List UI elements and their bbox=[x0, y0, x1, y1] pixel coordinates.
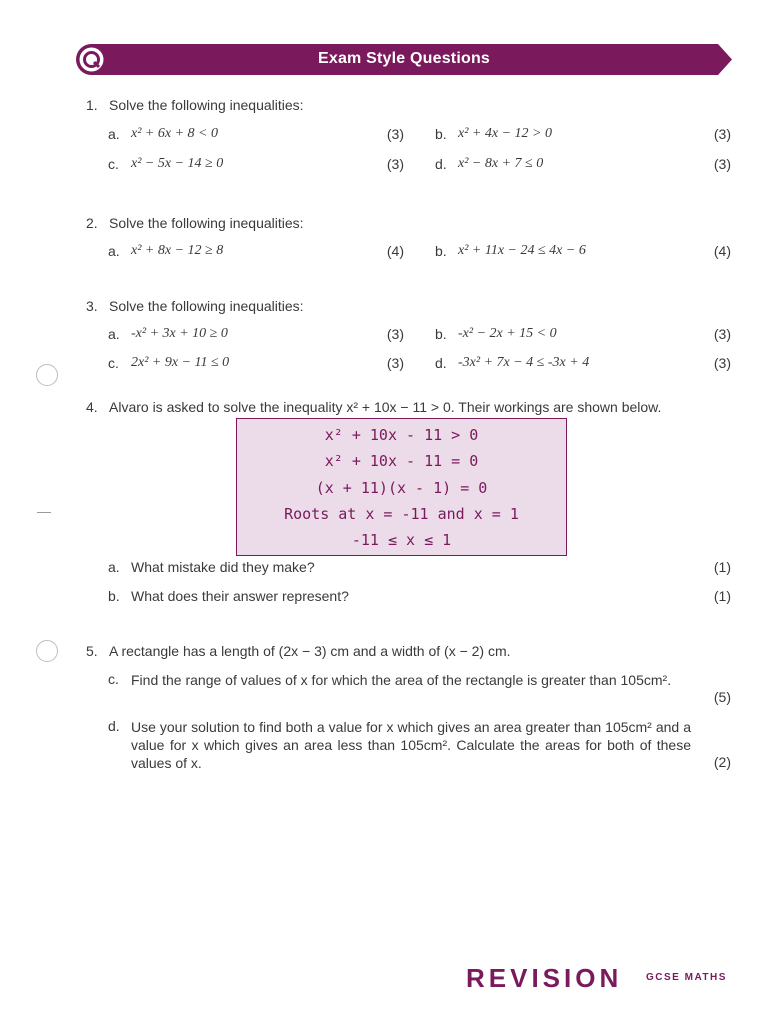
part-marks: (3) bbox=[713, 126, 731, 142]
part-marks: (3) bbox=[386, 126, 404, 142]
question-stem: Solve the following inequalities: bbox=[109, 97, 304, 113]
part-label: c. bbox=[108, 355, 119, 371]
logo-subtitle: GCSE MATHS bbox=[646, 972, 727, 983]
revision-logo: REVISION bbox=[466, 963, 623, 993]
punch-hole bbox=[36, 364, 58, 386]
part-marks: (1) bbox=[713, 559, 731, 575]
working-line: x² + 10x - 11 > 0 bbox=[324, 426, 479, 444]
part-label: b. bbox=[108, 588, 120, 604]
part-label: a. bbox=[108, 126, 120, 142]
working-line: x² + 10x - 11 = 0 bbox=[324, 452, 479, 470]
margin-mark bbox=[37, 512, 51, 513]
question-number: 1. bbox=[86, 97, 98, 113]
part-expression: 2x² + 9x − 11 ≤ 0 bbox=[131, 355, 230, 370]
question-stem: Solve the following inequalities: bbox=[109, 298, 304, 314]
part-marks: (3) bbox=[386, 156, 404, 172]
part-marks: (5) bbox=[713, 689, 731, 705]
part-marks: (3) bbox=[713, 326, 731, 342]
working-line: Roots at x = -11 and x = 1 bbox=[284, 505, 519, 523]
part-label: c. bbox=[108, 671, 119, 687]
part-marks: (3) bbox=[386, 326, 404, 342]
part-expression: -x² + 3x + 10 ≥ 0 bbox=[131, 326, 228, 341]
part-marks: (4) bbox=[386, 243, 404, 259]
question-number: 4. bbox=[86, 399, 98, 415]
part-label: b. bbox=[435, 326, 447, 342]
punch-hole bbox=[36, 640, 58, 662]
part-expression: x² + 11x − 24 ≤ 4x − 6 bbox=[458, 243, 586, 258]
part-marks: (2) bbox=[713, 754, 731, 770]
part-marks: (3) bbox=[713, 355, 731, 371]
part-label: d. bbox=[435, 156, 447, 172]
part-marks: (4) bbox=[713, 243, 731, 259]
header-banner bbox=[76, 44, 732, 75]
part-label: d. bbox=[108, 718, 120, 734]
part-label: a. bbox=[108, 326, 120, 342]
question-stem: A rectangle has a length of (2x − 3) cm and a width of (x − 2) cm. bbox=[109, 643, 511, 659]
part-text: What mistake did they make? bbox=[131, 559, 315, 575]
part-marks: (3) bbox=[713, 156, 731, 172]
question-number: 3. bbox=[86, 298, 98, 314]
part-marks: (3) bbox=[386, 355, 404, 371]
part-label: a. bbox=[108, 243, 120, 259]
workings-box bbox=[236, 418, 567, 556]
part-expression: -3x² + 7x − 4 ≤ -3x + 4 bbox=[458, 355, 590, 370]
part-expression: x² − 5x − 14 ≥ 0 bbox=[131, 156, 224, 171]
question-stem: Solve the following inequalities: bbox=[109, 215, 304, 231]
question-number: 5. bbox=[86, 643, 98, 659]
part-marks: (1) bbox=[713, 588, 731, 604]
part-expression: x² − 8x + 7 ≤ 0 bbox=[458, 156, 544, 171]
question-number: 2. bbox=[86, 215, 98, 231]
part-text: Find the range of values of x for which the area of the rectangle is greater than 105cm². bbox=[131, 672, 672, 688]
page-title: Exam Style Questions bbox=[317, 50, 491, 67]
part-label: c. bbox=[108, 156, 119, 172]
part-expression: x² + 8x − 12 ≥ 8 bbox=[131, 243, 224, 258]
question-stem: Alvaro is asked to solve the inequality x² + 10x − 11 > 0. Their workings are shown below. bbox=[109, 399, 662, 415]
working-line: -11 ≤ x ≤ 1 bbox=[351, 531, 452, 549]
part-label: d. bbox=[435, 355, 447, 371]
part-expression: x² + 6x + 8 < 0 bbox=[131, 126, 218, 141]
part-text: What does their answer represent? bbox=[131, 588, 349, 604]
part-expression: -x² − 2x + 15 < 0 bbox=[458, 326, 557, 341]
part-label: b. bbox=[435, 126, 447, 142]
working-line: (x + 11)(x - 1) = 0 bbox=[315, 479, 488, 497]
part-label: b. bbox=[435, 243, 447, 259]
part-expression: x² + 4x − 12 > 0 bbox=[458, 126, 552, 141]
part-text: Use your solution to find both a value for x which gives an area greater than 105cm² and a value for x which gives an area less than 105cm². Calculate the areas for both of these values of x. bbox=[131, 719, 691, 771]
part-label: a. bbox=[108, 559, 120, 575]
